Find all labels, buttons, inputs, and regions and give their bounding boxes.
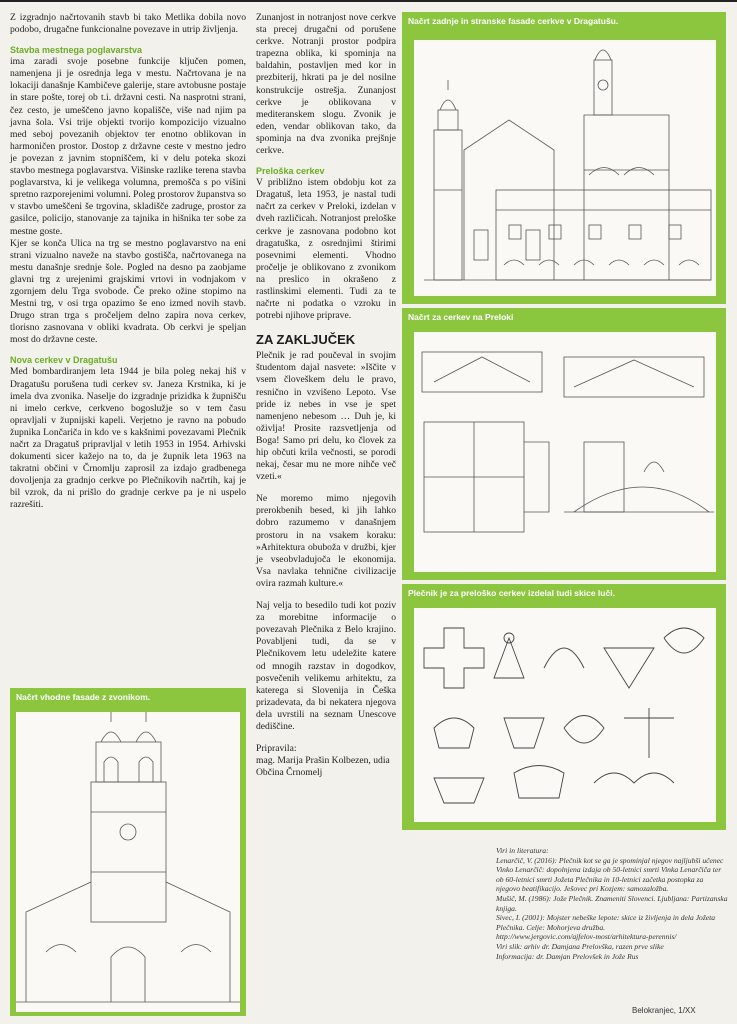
figure-caption: Plečnik je za preloško cerkev izdelal tudi skice luči. <box>408 588 615 598</box>
conclusion-heading: ZA ZAKLJUČEK <box>256 332 356 348</box>
figure-lamp-sketches <box>402 584 726 830</box>
paragraph: Ne moremo mimo njegovih prerokbenih besed, ki jih lahko dobro razumemo v današnjem prostoru in na vsakem koraku: »Arhitektura obuboža v družbi, kjer je vseobvladujoča le ekonomija. Vsa navlaka tehnične civilizacije ovira razmah kulture.« <box>256 493 396 589</box>
author-credit <box>256 743 396 779</box>
credit-org: Občina Črnomelj <box>256 767 323 779</box>
paragraph: Naj velja to besedilo tudi kot poziv za morebitne informacije o povezavah Plečnika z Belo krajino. Povabljeni tudi, da se v Plečnikovem letu udeležite katere od mnogih razstav in dogodkov, posvečenih velikemu arhitektu, za katerega si Slovenija in Češka prizadevata, da bi nekatera njegova dela uvrstili na seznam Unescove dediščine. <box>256 600 396 732</box>
subheading-preloka-church: Preloška cerkev <box>256 166 325 177</box>
lamp-sketches-drawing <box>414 608 716 822</box>
church-facade-drawing <box>414 40 716 296</box>
figure-entrance-facade <box>10 688 246 1016</box>
subheading-dragatus-church: Nova cerkev v Dragatušu <box>10 355 118 366</box>
paragraph: Zunanjost in notranjost nove cerkve sta precej drugačni od porušene cerkve. Notranji prostor podpira trapezna oblika, ki spominja na baldahin, postavljen med kor in prezbiterij, hkrati pa je del nosilne konstrukcije ostrešja. Zunanjost cerkve je oblikovana v mediteranskem slogu. Zvonik je eden, vendar oblikovan tako, da spominja na dva zvonika prejšnje cerkve. <box>256 12 396 157</box>
paragraph: Plečnik je rad poučeval in svojim študentom dajal nasvete: »Iščite v vsem človeškem delu le pravo, resnično in vzvišeno Lepoto. Vse pride iz nebes in vse je spet namenjeno nebesom … Duh je, ki oživlja! Prosite razsvetljenja od Boga! Samo pri delu, ko človek za hip občuti krila večnosti, se porodi nekaj, česar mu ne more nihče več vzeti.« <box>256 350 396 483</box>
figure-preloka-plan <box>402 308 726 580</box>
figure-caption: Načrt za cerkev na Preloki <box>408 312 514 322</box>
church-plan-drawing <box>414 332 716 572</box>
bell-tower-drawing <box>16 712 240 1012</box>
intro-paragraph: Z izgradnjo načrtovanih stavb bi tako Metlika dobila novo podobo, drugačne funkcionalne povezave in utrip življenja. <box>10 12 246 36</box>
figure-caption: Načrt zadnje in stranske fasade cerkve v Dragatušu. <box>408 16 619 26</box>
figure-drawing <box>414 608 716 822</box>
figure-rear-facade <box>402 12 726 304</box>
subheading-town-hall: Stavba mestnega poglavarstva <box>10 45 143 56</box>
top-rule <box>0 0 737 2</box>
reference-item: Mušič, M. (1986): Jože Plečnik. Znameniti Slovenci. Ljubljana: Partizanska knjiga. <box>496 893 728 913</box>
reference-item: Sivec, I. (2001): Mojster nebeške lepote: skice iz življenja in dela Jožeta Plečnika. Celje: Mohorjeva družba. <box>496 913 716 932</box>
credit-name: mag. Marija Prašin Kolbezen, udia <box>256 755 390 767</box>
page-footer: Belokranjec, 1/XX <box>632 1006 696 1015</box>
figure-drawing <box>414 332 716 572</box>
reference-link: http://www.jergovic.com/ajfelov-most/arhitektura-perennis/ <box>496 932 677 942</box>
paragraph: ima zaradi svoje posebne funkcije ključen pomen, namenjena ji je osrednja lega v mestu. Načrtovana je na lokaciji današnje Kambičeve galerije, stare avtobusne postaje in stare pošte, torej ob t.i. državni cesti. Na nasprotni strani, čez cesto, je umeščeno javno kopališče, više nad njim pa javna šola. Vsi trije objekti tvorijo kompozicijo vizualno med seboj povezanih objektov ter enotno oblikovan in harmoničen prostor. Dostop z državne ceste v mestno jedro je povezan z javnim stopniščem, ki v delu poteka skozi stavbo mestnega poglavarstva. Višinske razlike terena stavba poglavarstva, ki je velikega volumna, premošča s po višini spretno razporejenimi volumni. Poleg prostorov županstva so v stavbo umeščeni še trgovina, skladišče zadruge, prostor za gasilce, policijo, stanovanje za tajnika in hišnika ter sobe za mestne goste. <box>10 56 246 237</box>
column-1 <box>10 12 246 512</box>
figure-caption: Načrt vhodne fasade z zvonikom. <box>16 692 151 702</box>
reference-item: Lenarčič, V. (2016): Plečnik kot se ga je spominjal njegov najljubši učenec Vinko Lenarčič: dopolnjena izdaja ob 50-letnici smrti Vinka Lenarčiča ter ob 60-letnici smrti Jožeta Plečnika in 10-letnici začetka postopka za njegovo beatifikacijo. Ješovec pri Kozjem: samozaložba. <box>496 855 724 894</box>
image-sources: Viri slik: arhiv dr. Damjana Prelovška, razen prve slike <box>496 941 664 951</box>
paragraph: Med bombardiranjem leta 1944 je bila poleg nekaj hiš v Dragatušu porušena tudi cerkev sv. Janeza Krstnika, ki je imela dva zvonika. Naselje do izgradnje prizidka k župnišču ni imelo cerkve, cerkveno bogoslužje so v tem času opravljali v župnijski kapeli. Verjetno je ravno na pobudo župnika Lončariča in kdo ve s kakšnimi povezavami Plečnik načrt za Dragatuš pripravljal v letih 1953 in 1954. Arhivski dokumenti sicer kažejo na to, da je župnik leta 1963 na takratni občini v Črnomlju zaprosil za izdajo gradbenega dovoljenja za gradnjo cerkve po Plečnikovih načrtih, kaj je bil vzrok, da ni prišlo do gradnje cerkve pa je ni uspelo razrešiti. <box>10 366 246 511</box>
column-2 <box>256 12 396 779</box>
credit-label: Pripravila: <box>256 743 297 755</box>
paragraph: Kjer se konča Ulica na trg se mestno poglavarstvo na eni strani vizualno naveže na stavbo gostišča, načrtovanega na mestu današnje srednje šole. Pogled na desno pa zaobjame glavni trg z urejenimi grajskimi vrtovi in vodnjakom v zgornjem delu Trga svobode. Če preko ožine stopimo na Mestni trg, v osi trga opazimo še eno izmed novih stavb. Drugo stran trga s pročeljem delno zapira nova cerkev, tlorisno zasnovana v obliki kvadrata. Ob cerkvi je speljan most do državne ceste. <box>10 237 246 346</box>
information-credit: Informacija: dr. Damjan Prelovšek in Jože Rus <box>496 951 639 961</box>
figure-drawing <box>16 712 240 1012</box>
figure-drawing <box>414 40 716 296</box>
references-heading: Viri in literatura: <box>496 846 549 855</box>
references <box>496 846 728 961</box>
paragraph: V približno istem obdobju kot za Dragatuš, leta 1953, je nastal tudi načrt za cerkev v Preloki, izdelan v dveh različicah. Notranjost preloške cerkve je zasnovana podobno kot dragatuška, z osrednjimi štirimi posevnimi elementi. Vhodno pročelje je oblikovano z zvonikom na preslico in okrašeno z rastlinskimi elementi. Tudi za te načrte ni podatka o vzroku in potrebi njihove priprave. <box>256 177 396 322</box>
